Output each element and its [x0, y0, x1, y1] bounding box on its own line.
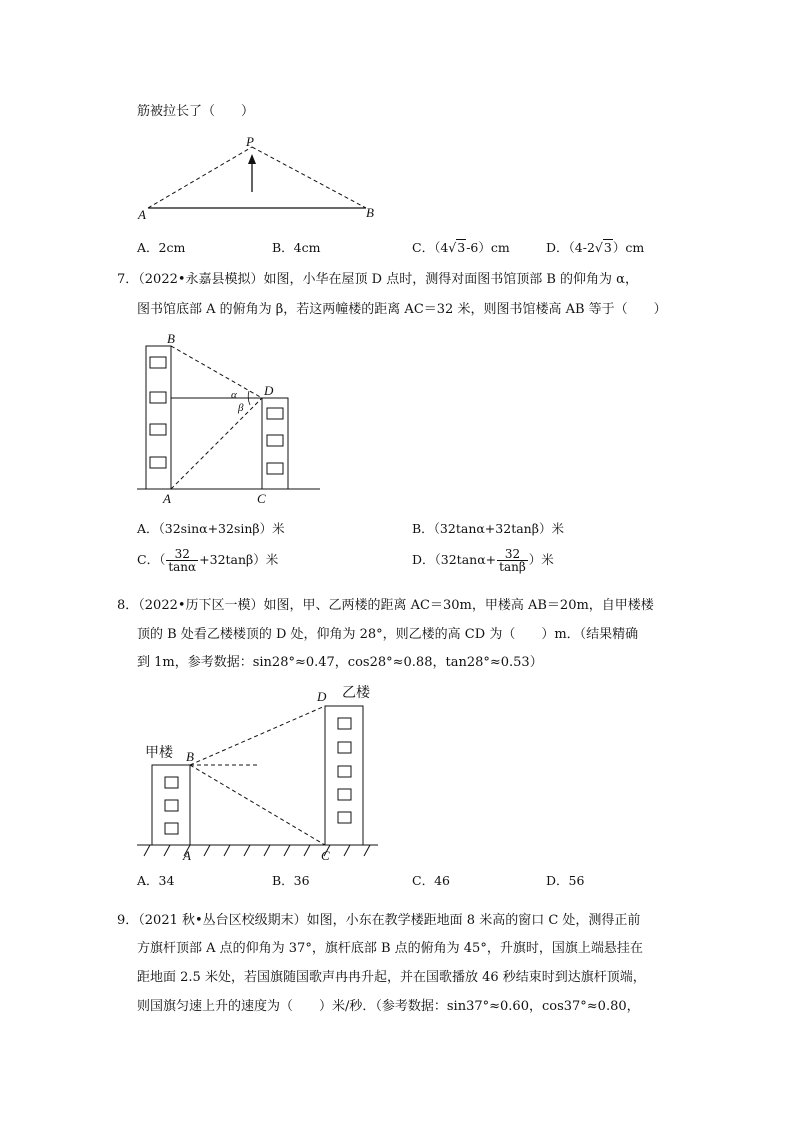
q8-building-yi — [325, 706, 363, 845]
q8-sightline-BC — [190, 765, 325, 845]
q6-label-P: P — [246, 134, 254, 149]
q8-text-line-1: 8．（2022•历下区一模）如图，甲、乙两楼的距离 AC＝30m，甲楼高 AB＝20m，自甲楼楼 — [117, 598, 654, 613]
q6-label-B: B — [366, 205, 374, 220]
q8-option-B: B．36 — [272, 873, 310, 888]
q8-option-C: C．46 — [412, 873, 450, 888]
q7-label-beta: β — [238, 402, 244, 414]
q8-window — [338, 718, 351, 729]
q8-ground-hatch — [144, 845, 370, 856]
q7-text-line-1: 7．（2022•永嘉县模拟）如图，小华在屋顶 D 点时，测得对面图书馆顶部 B 的仰角为 α， — [117, 272, 638, 287]
q6-option-C: C．（4√3-6）cm — [412, 240, 510, 255]
q8-window — [338, 812, 351, 823]
q7-label-C: C — [257, 491, 266, 506]
q7-option-C: C．（ $\frac{32}{\tan\alpha}$ +32tanβ）米 — [137, 547, 279, 574]
q8-text-line-3: 到 1m，参考数据：sin28°≈0.47，cos28°≈0.88，tan28°≈0.53） — [137, 655, 543, 670]
q7-option-A: A．（32sinα+32sinβ）米 — [137, 521, 285, 536]
q6-text-line: 筋被拉长了（ ） — [137, 104, 255, 119]
q8-window — [338, 742, 351, 753]
q7-label-A: A — [163, 491, 171, 506]
q6-option-D: D．（4-2√3）cm — [546, 240, 645, 255]
q7-label-D: D — [264, 383, 274, 398]
q8-sightline-BD — [190, 706, 325, 765]
q7-option-B: B．（32tanα+32tanβ）米 — [412, 521, 564, 536]
q8-label-C: C — [321, 848, 330, 863]
q8-label-yi: 乙楼 — [342, 685, 370, 701]
q8-window — [165, 777, 178, 788]
q9-text-line-1: 9．（2021 秋•丛台区校级期末）如图，小东在教学楼距地面 8 米高的窗口 C 处，测得正前 — [117, 913, 641, 928]
q7-text-line-2: 图书馆底部 A 的俯角为 β，若这两幢楼的距离 AC＝32 米，则图书馆楼高 AB 等于（ ） — [137, 302, 667, 317]
q8-window — [338, 766, 351, 777]
q9-text-line-3: 距地面 2.5 米处，若国旗随国歌声冉冉升起，并在国歌播放 46 秒结束时到达旗杆顶端， — [137, 970, 646, 985]
q7-option-D: D．（32tanα+ $\frac{32}{\tan\beta}$ ）米 — [412, 547, 554, 574]
q8-label-B: B — [186, 749, 194, 764]
q6-option-A: A．2cm — [137, 240, 186, 255]
q9-text-line-4: 则国旗匀速上升的速度为（ ）米/秒．（参考数据：sin37°≈0.60，cos37°≈0.80， — [137, 999, 640, 1014]
q6-label-A: A — [138, 207, 146, 222]
q8-label-jia: 甲楼 — [145, 745, 173, 761]
q8-option-A: A．34 — [137, 873, 175, 888]
q8-option-D: D．56 — [546, 873, 585, 888]
q8-text-line-2: 顶的 B 处看乙楼楼顶的 D 处，仰角为 28°，则乙楼的高 CD 为（ ）m．（结果精确 — [137, 627, 639, 642]
q8-window — [165, 823, 178, 834]
q8-label-A: A — [183, 848, 191, 863]
q8-label-D: D — [317, 689, 327, 704]
q7-label-B: B — [167, 331, 175, 346]
q8-window — [165, 800, 178, 811]
q6-option-B: B．4cm — [272, 240, 321, 255]
q8-window — [338, 789, 351, 800]
q9-text-line-2: 方旗杆顶部 A 点的仰角为 37°，旗杆底部 B 点的俯角为 45°，升旗时，国旗上端悬挂在 — [137, 941, 643, 956]
q7-label-alpha: α — [231, 389, 237, 401]
